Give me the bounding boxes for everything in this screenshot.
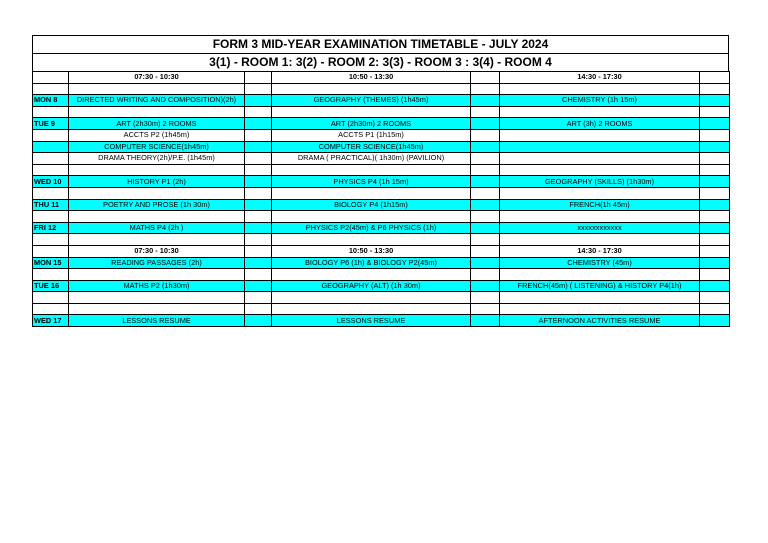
spacer-cell: [471, 245, 500, 257]
spacer-cell: [700, 129, 730, 141]
table-row: [33, 315, 730, 327]
exam-cell: GEOGRAPHY (ALT) (1h 30m): [272, 280, 471, 292]
spacer-cell: [245, 141, 272, 153]
spacer-cell: [471, 106, 500, 118]
spacer-cell: [471, 95, 500, 107]
exam-cell: ACCTS P1 (1h15m): [272, 129, 471, 141]
exam-cell: [272, 292, 471, 304]
session-time-header: 10:50 - 13:30: [272, 72, 471, 84]
spacer-cell: [700, 222, 730, 234]
day-cell: MON 8: [33, 95, 69, 107]
exam-cell: [500, 234, 700, 246]
table-row: [33, 129, 730, 141]
spacer-cell: [700, 153, 730, 165]
blank-row: [33, 83, 730, 95]
spacer-cell: [700, 257, 730, 269]
spacer-cell: [700, 118, 730, 130]
exam-cell: [500, 211, 700, 223]
spacer-cell: [700, 83, 730, 95]
day-cell: THU 11: [33, 199, 69, 211]
spacer-cell: [471, 153, 500, 165]
session-time-header: 10:50 - 13:30: [272, 245, 471, 257]
spacer-cell: [700, 141, 730, 153]
exam-cell: [69, 269, 245, 281]
exam-cell: READING PASSAGES (2h): [69, 257, 245, 269]
spacer-cell: [700, 315, 730, 327]
exam-cell: [272, 83, 471, 95]
spacer-cell: [700, 187, 730, 199]
exam-cell: AFTERNOON ACTIVITIES RESUME: [500, 315, 700, 327]
session-time-header: 14:30 - 17:30: [500, 72, 700, 84]
exam-cell: [272, 303, 471, 315]
session-time-header: 07:30 - 10:30: [69, 245, 245, 257]
exam-cell: ACCTS P2 (1h45m): [69, 129, 245, 141]
spacer-cell: [700, 292, 730, 304]
day-cell: WED 10: [33, 176, 69, 188]
spacer-cell: [245, 129, 272, 141]
exam-cell: ART (2h30m) 2 ROOMS: [272, 118, 471, 130]
spacer-cell: [245, 245, 272, 257]
day-cell: TUE 9: [33, 118, 69, 130]
table-row: [33, 141, 730, 153]
table-row: [33, 95, 730, 107]
table-row: [33, 176, 730, 188]
spacer-cell: [700, 245, 730, 257]
session-time-header: 14:30 - 17:30: [500, 245, 700, 257]
day-cell: [33, 269, 69, 281]
exam-cell: FRENCH(1h 45m): [500, 199, 700, 211]
spacer-cell: [245, 269, 272, 281]
exam-cell: [69, 234, 245, 246]
exam-cell: [69, 164, 245, 176]
exam-cell: [272, 164, 471, 176]
spacer-cell: [471, 257, 500, 269]
exam-cell: [500, 141, 700, 153]
page-title: FORM 3 MID-YEAR EXAMINATION TIMETABLE - JULY 2024: [32, 35, 729, 53]
spacer-cell: [471, 129, 500, 141]
spacer-cell: [700, 303, 730, 315]
day-cell: FRI 12: [33, 222, 69, 234]
exam-cell: DIRECTED WRITING AND COMPOSITION)(2h): [69, 95, 245, 107]
spacer-cell: [245, 187, 272, 199]
exam-cell: LESSONS RESUME: [272, 315, 471, 327]
table-row: [33, 153, 730, 165]
spacer-cell: [471, 303, 500, 315]
exam-cell: PHYSICS P4 (1h 15m): [272, 176, 471, 188]
spacer-cell: [471, 211, 500, 223]
spacer-cell: [700, 95, 730, 107]
blank-row: [33, 269, 730, 281]
exam-cell: [272, 234, 471, 246]
exam-cell: [500, 303, 700, 315]
exam-cell: [272, 211, 471, 223]
day-cell: [33, 129, 69, 141]
spacer-cell: [245, 292, 272, 304]
spacer-cell: [245, 257, 272, 269]
blank-row: [33, 303, 730, 315]
exam-cell: GEOGRAPHY (SKILLS) (1h30m): [500, 176, 700, 188]
spacer-cell: [471, 164, 500, 176]
spacer-cell: [471, 234, 500, 246]
exam-cell: ART (3h) 2 ROOMS: [500, 118, 700, 130]
day-cell: [33, 106, 69, 118]
exam-cell: [69, 211, 245, 223]
day-cell: [33, 245, 69, 257]
exam-cell: BIOLOGY P4 (1h15m): [272, 199, 471, 211]
exam-cell: [69, 187, 245, 199]
spacer-cell: [700, 269, 730, 281]
exam-cell: POETRY AND PROSE (1h 30m): [69, 199, 245, 211]
exam-cell: COMPUTER SCIENCE(1h45m): [69, 141, 245, 153]
spacer-cell: [700, 280, 730, 292]
table-row: [33, 199, 730, 211]
spacer-cell: [245, 199, 272, 211]
day-cell: MON 15: [33, 257, 69, 269]
spacer-cell: [245, 83, 272, 95]
spacer-cell: [471, 199, 500, 211]
table-row: [33, 257, 730, 269]
exam-cell: [500, 187, 700, 199]
exam-cell: ART (2h30m) 2 ROOMS: [69, 118, 245, 130]
exam-cell: [500, 292, 700, 304]
blank-row: [33, 234, 730, 246]
spacer-cell: [471, 176, 500, 188]
exam-cell: [69, 303, 245, 315]
table-row: [33, 222, 730, 234]
exam-cell: [500, 106, 700, 118]
exam-cell: [272, 269, 471, 281]
exam-cell: [500, 83, 700, 95]
exam-cell: xxxxxxxxxxxx: [500, 222, 700, 234]
exam-cell: [500, 153, 700, 165]
spacer-cell: [471, 292, 500, 304]
exam-cell: LESSONS RESUME: [69, 315, 245, 327]
spacer-cell: [245, 280, 272, 292]
session-time-header: 07:30 - 10:30: [69, 72, 245, 84]
spacer-cell: [700, 199, 730, 211]
time-header-row: [33, 72, 730, 84]
spacer-cell: [245, 95, 272, 107]
day-cell: [33, 72, 69, 84]
time-header-row: [33, 245, 730, 257]
spacer-cell: [471, 118, 500, 130]
exam-cell: CHEMISTRY (45m): [500, 257, 700, 269]
day-cell: WED 17: [33, 315, 69, 327]
spacer-cell: [700, 234, 730, 246]
spacer-cell: [245, 303, 272, 315]
spacer-cell: [245, 164, 272, 176]
spacer-cell: [700, 211, 730, 223]
exam-cell: HISTORY P1 (2h): [69, 176, 245, 188]
blank-row: [33, 106, 730, 118]
day-cell: [33, 164, 69, 176]
spacer-cell: [245, 315, 272, 327]
exam-cell: MATHS P2 (1h30m): [69, 280, 245, 292]
exam-cell: [69, 292, 245, 304]
spacer-cell: [471, 141, 500, 153]
spacer-cell: [245, 72, 272, 84]
day-cell: [33, 153, 69, 165]
blank-row: [33, 187, 730, 199]
spacer-cell: [245, 118, 272, 130]
exam-cell: GEOGRAPHY (THEMES) (1h45m): [272, 95, 471, 107]
day-cell: [33, 234, 69, 246]
exam-cell: COMPUTER SCIENCE(1h45m): [272, 141, 471, 153]
timetable-sheet: [32, 35, 729, 327]
exam-cell: [500, 164, 700, 176]
spacer-cell: [471, 187, 500, 199]
spacer-cell: [700, 106, 730, 118]
blank-row: [33, 164, 730, 176]
exam-cell: [500, 269, 700, 281]
exam-cell: DRAMA ( PRACTICAL)( 1h30m) (PAVILION): [272, 153, 471, 165]
exam-cell: [500, 129, 700, 141]
timetable: [32, 71, 730, 327]
exam-cell: PHYSICS P2(45m) & P6 PHYSICS (1h): [272, 222, 471, 234]
day-cell: TUE 16: [33, 280, 69, 292]
exam-cell: [69, 83, 245, 95]
exam-cell: DRAMA THEORY(2h)/P.E. (1h45m): [69, 153, 245, 165]
spacer-cell: [471, 269, 500, 281]
spacer-cell: [245, 106, 272, 118]
spacer-cell: [245, 234, 272, 246]
page-subtitle: 3(1) - ROOM 1: 3(2) - ROOM 2: 3(3) - ROOM 3 : 3(4) - ROOM 4: [32, 53, 729, 71]
exam-cell: [272, 106, 471, 118]
day-cell: [33, 187, 69, 199]
spacer-cell: [471, 280, 500, 292]
spacer-cell: [471, 83, 500, 95]
exam-cell: BIOLOGY P6 (1h) & BIOLOGY P2(45m): [272, 257, 471, 269]
spacer-cell: [471, 72, 500, 84]
day-cell: [33, 141, 69, 153]
blank-row: [33, 292, 730, 304]
spacer-cell: [700, 72, 730, 84]
day-cell: [33, 83, 69, 95]
day-cell: [33, 211, 69, 223]
spacer-cell: [245, 153, 272, 165]
spacer-cell: [700, 164, 730, 176]
exam-cell: CHEMISTRY (1h 15m): [500, 95, 700, 107]
day-cell: [33, 303, 69, 315]
exam-cell: MATHS P4 (2h ): [69, 222, 245, 234]
exam-cell: [272, 187, 471, 199]
spacer-cell: [700, 176, 730, 188]
spacer-cell: [471, 222, 500, 234]
spacer-cell: [245, 222, 272, 234]
spacer-cell: [245, 211, 272, 223]
exam-cell: [69, 106, 245, 118]
blank-row: [33, 211, 730, 223]
spacer-cell: [471, 315, 500, 327]
table-row: [33, 118, 730, 130]
day-cell: [33, 292, 69, 304]
spacer-cell: [245, 176, 272, 188]
exam-cell: FRENCH(45m) ( LISTENING) & HISTORY P4(1h): [500, 280, 700, 292]
table-row: [33, 280, 730, 292]
